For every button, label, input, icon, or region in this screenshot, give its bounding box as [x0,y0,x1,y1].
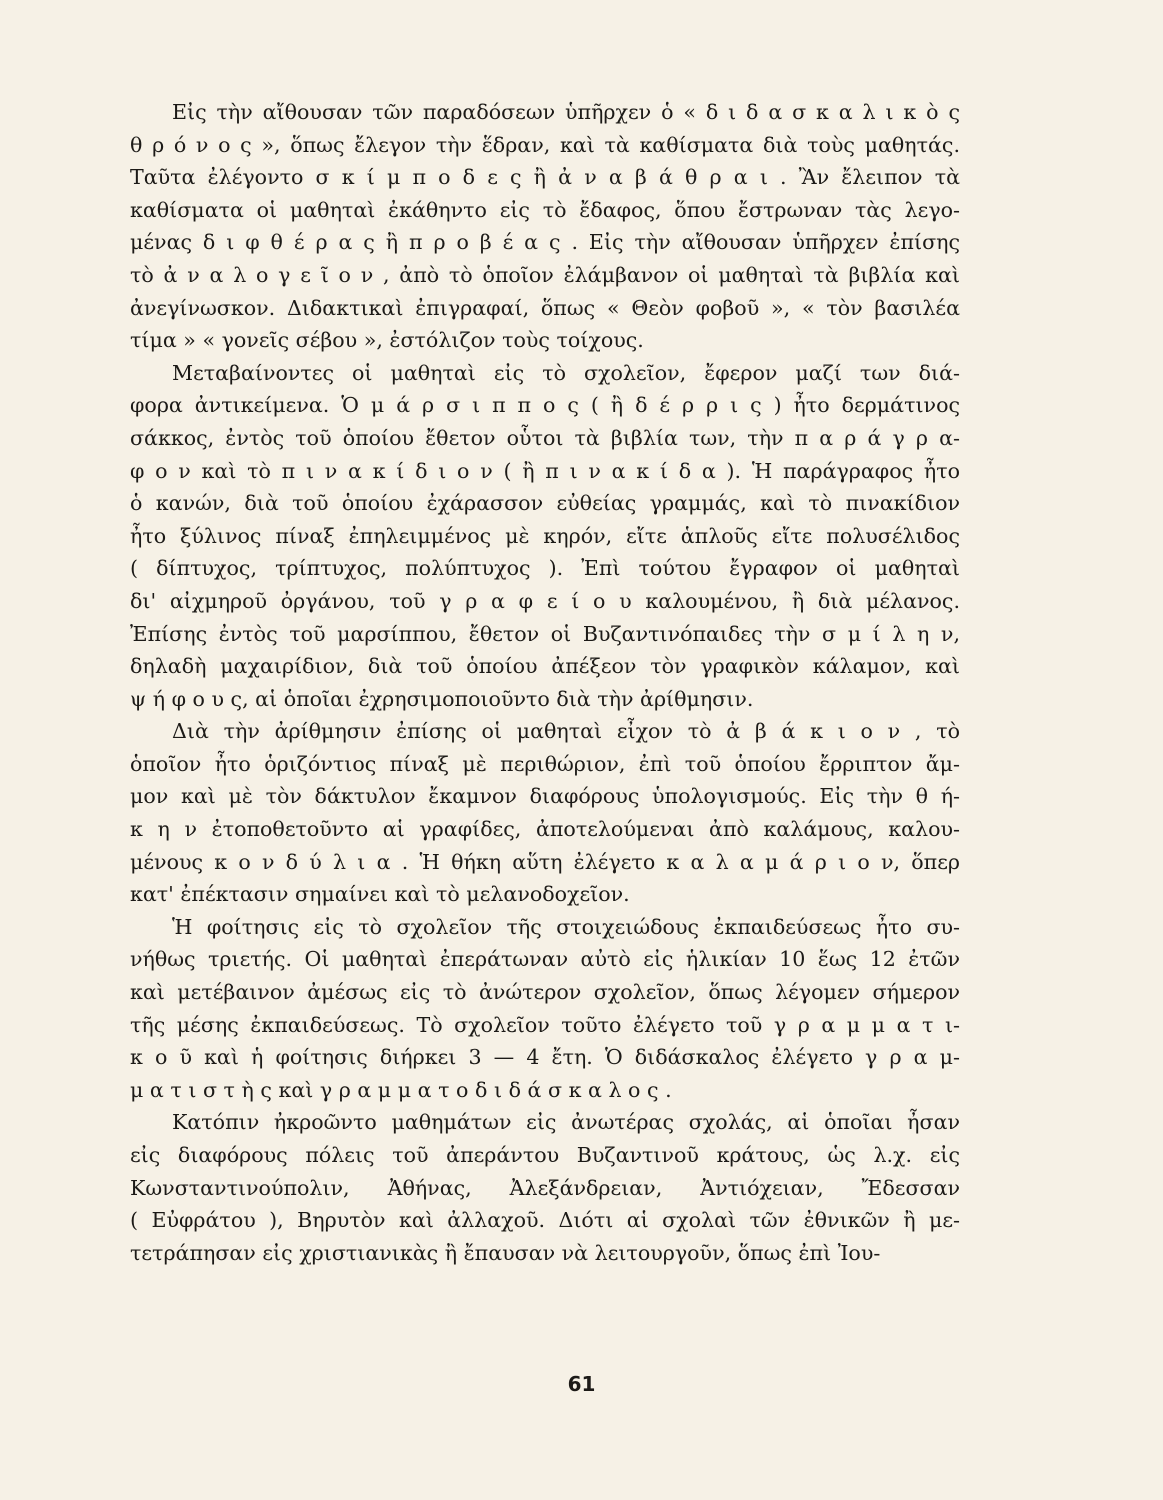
text-line: τὸ ἀ ν α λ ο γ ε ῖ ο ν , ἀπὸ τὸ ὁποῖον ἐλάμβανον οἱ μαθηταὶ τὰ βιβλία καὶ [130,262,960,287]
paragraph [130,715,960,911]
text-line: νήθως τριετής. Οἱ μαθηταὶ ἐπεράτωναν αὐτὸ εἰς ἡλικίαν 10 ἕως 12 ἐτῶν [130,947,960,972]
text-line: κ ο ῦ καὶ ἡ φοίτησις διήρκει 3 — 4 ἔτη. Ὁ διδάσκαλος ἐλέγετο γ ρ α μ- [130,1045,960,1070]
text-line: κ η ν ἐτοποθετοῦντο αἱ γραφίδες, ἀποτελούμεναι ἀπὸ καλάμους, καλου- [130,817,960,842]
paragraph [130,1106,960,1269]
text-line: δι' αἰχμηροῦ ὀργάνου, τοῦ γ ρ α φ ε ί ο υ καλουμένου, ἢ διὰ μέλανος. [130,588,960,613]
text-line: ὁποῖον ἦτο ὁριζόντιος πίναξ μὲ περιθώριον, ἐπὶ τοῦ ὁποίου ἔρριπτον ἄμ- [130,751,960,776]
text-line: καὶ μετέβαινον ἀμέσως εἰς τὸ ἀνώτερον σχολεῖον, ὅπως λέγομεν σήμερον [130,980,960,1005]
paragraph [130,357,960,716]
text-line: ὁ κανών, διὰ τοῦ ὁποίου ἐχάρασσον εὐθείας γραμμάς, καὶ τὸ πινακίδιον [130,491,960,516]
text-line: μον καὶ μὲ τὸν δάκτυλον ἔκαμνον διαφόρους ὑπολογισμούς. Εἰς τὴν θ ή- [130,784,960,809]
text-line: τίμα » « γονεῖς σέβου », ἐστόλιζον τοὺς τοίχους. [130,328,644,353]
body-text [130,96,960,1269]
text-line: τετράπησαν εἰς χριστιανικὰς ἢ ἔπαυσαν νὰ λειτουργοῦν, ὅπως ἐπὶ Ἰου- [130,1240,881,1265]
text-line: φ ο ν καὶ τὸ π ι ν α κ ί δ ι ο ν ( ἢ π ι ν α κ ί δ α ). Ἡ παράγραφος ἦτο [130,458,960,483]
paragraph [130,911,960,1107]
text-line: Κατόπιν ἠκροῶντο μαθημάτων εἰς ἀνωτέρας σχολάς, αἱ ὁποῖαι ἦσαν [172,1110,960,1135]
text-line: θ ρ ό ν ο ς », ὅπως ἔλεγον τὴν ἕδραν, καὶ τὰ καθίσματα διὰ τοὺς μαθητάς. [130,132,960,157]
text-line: κατ' ἐπέκτασιν σημαίνει καὶ τὸ μελανοδοχεῖον. [130,882,630,907]
text-line: Διὰ τὴν ἀρίθμησιν ἐπίσης οἱ μαθηταὶ εἶχον τὸ ἀ β ά κ ι ο ν , τὸ [172,719,960,744]
text-line: Ἡ φοίτησις εἰς τὸ σχολεῖον τῆς στοιχειώδους ἐκπαιδεύσεως ἦτο συ- [172,914,960,939]
text-line: ( Εὐφράτου ), Βηρυτὸν καὶ ἀλλαχοῦ. Διότι αἱ σχολαὶ τῶν ἐθνικῶν ἢ με- [130,1208,960,1233]
text-line: μένας δ ι φ θ έ ρ α ς ἢ π ρ ο β έ α ς . Εἰς τὴν αἴθουσαν ὑπῆρχεν ἐπίσης [130,230,960,255]
text-line: ψ ή φ ο υ ς, αἱ ὁποῖαι ἐχρησιμοποιοῦντο διὰ τὴν ἀρίθμησιν. [130,686,754,711]
page-number: 61 [567,1372,596,1396]
text-line: Ἐπίσης ἐντὸς τοῦ μαρσίππου, ἔθετον οἱ Βυζαντινόπαιδες τὴν σ μ ί λ η ν, [130,621,960,646]
text-line: τῆς μέσης ἐκπαιδεύσεως. Τὸ σχολεῖον τοῦτο ἐλέγετο τοῦ γ ρ α μ μ α τ ι- [130,1012,960,1037]
text-line: δηλαδὴ μαχαιρίδιον, διὰ τοῦ ὁποίου ἀπέξεον τὸν γραφικὸν κάλαμον, καὶ [130,654,960,679]
text-line: εἰς διαφόρους πόλεις τοῦ ἀπεράντου Βυζαντινοῦ κράτους, ὡς λ.χ. εἰς [130,1143,960,1167]
text-line: καθίσματα οἱ μαθηταὶ ἐκάθηντο εἰς τὸ ἔδαφος, ὅπου ἔστρωναν τὰς λεγο- [130,197,960,222]
text-line: ἀνεγίνωσκον. Διδακτικαὶ ἐπιγραφαί, ὅπως « Θεὸν φοβοῦ », « τὸν βασιλέα [130,295,960,320]
text-line: φορα ἀντικείμενα. Ὁ μ ά ρ σ ι π π ο ς ( ἢ δ έ ρ ρ ι ς ) ἦτο δερμάτινος [130,393,960,418]
text-line: μ α τ ι σ τ ὴ ς καὶ γ ρ α μ μ α τ ο δ ι δ ά σ κ α λ ο ς . [130,1077,672,1102]
paragraph [130,96,960,357]
text-line: Εἰς τὴν αἴθουσαν τῶν παραδόσεων ὑπῆρχεν ὁ « δ ι δ α σ κ α λ ι κ ὸ ς [172,100,960,124]
text-line: ἦτο ξύλινος πίναξ ἐπηλειμμένος μὲ κηρόν, εἴτε ἁπλοῦς εἴτε πολυσέλιδος [130,523,960,548]
text-line: μένους κ ο ν δ ύ λ ι α . Ἡ θήκη αὕτη ἐλέγετο κ α λ α μ ά ρ ι ο ν, ὅπερ [130,849,960,874]
text-line: σάκκος, ἐντὸς τοῦ ὁποίου ἔθετον οὗτοι τὰ βιβλία των, τὴν π α ρ ά γ ρ α- [130,425,960,450]
text-line: Ταῦτα ἐλέγοντο σ κ ί μ π ο δ ε ς ἢ ἀ ν α β ά θ ρ α ι . Ἂν ἔλειπον τὰ [130,165,960,190]
text-line: Μεταβαίνοντες οἱ μαθηταὶ εἰς τὸ σχολεῖον, ἔφερον μαζί των διά- [172,360,960,385]
text-line: Κωνσταντινούπολιν, Ἀθήνας, Ἀλεξάνδρειαν, Ἀντιόχειαν, Ἔδεσσαν [130,1175,960,1200]
text-line: ( δίπτυχος, τρίπτυχος, πολύπτυχος ). Ἐπὶ τούτου ἔγραφον οἱ μαθηταὶ [130,556,960,581]
